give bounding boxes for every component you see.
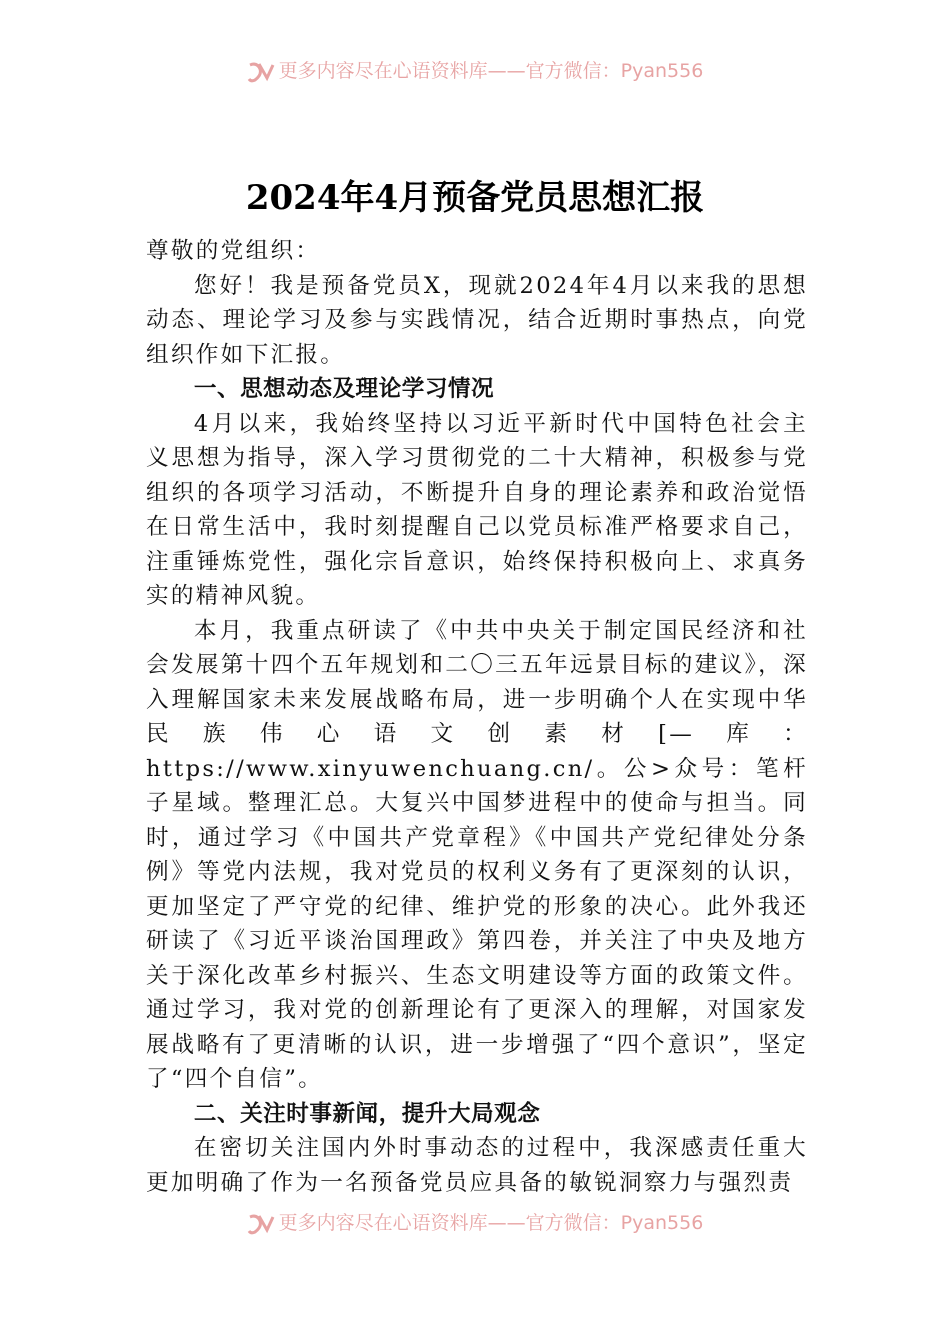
watermark-logo-icon	[247, 1213, 275, 1235]
salutation: 尊敬的党组织：	[146, 238, 321, 264]
paragraph-thoughts: 4月以来，我始终坚持以习近平新时代中国特色社会主义思想为指导，深入学习贯彻党的二十大精神，积极参与党组织的各项学习活动，不断提升自身的理论素养和政治觉悟在日常生活中，我时刻提醒自己以党员标准严格要求自己，注重锤炼党性，强化宗旨意识，始终保持积极向上、求真务实的精神风貌。	[146, 410, 808, 609]
paragraph-intro: 您好！我是预备党员X，现就2024年4月以来我的思想动态、理论学习及参与实践情况，结合近期时事热点，向党组织作如下汇报。	[146, 272, 808, 368]
section-heading-1: 一、思想动态及理论学习情况	[193, 376, 495, 402]
document-body	[146, 234, 808, 1200]
paragraph-study: 本月，我重点研读了《中共中央关于制定国民经济和社会发展第十四个五年规划和二〇三五年远景目标的建议》，深入理解国家未来发展战略布局，进一步明确个人在实现中华民族伟心语文创素材[—库：https://www.xinyuwenchuang.cn/。公>众号：笔杆子星域。整理汇总。大复兴中国梦进程中的使命与担当。同时，通过学习《中国共产党章程》《中国共产党纪律处分条例》等党内法规，我对党员的权利义务有了更深刻的认识，更加坚定了严守党的纪律、维护党的形象的决心。此外我还研读了《习近平谈治国理政》第四卷，并关注了中央及地方关于深化改革乡村振兴、生态文明建设等方面的政策文件。通过学习，我对党的创新理论有了更深入的理解，对国家发展战略有了更清晰的认识，进一步增强了“四个意识”，坚定了“四个自信”。	[146, 617, 808, 1092]
section-heading-2: 二、关注时事新闻，提升大局观念	[193, 1100, 541, 1127]
watermark-banner-bottom	[0, 1208, 950, 1238]
watermark-text: 更多内容尽在心语资料库——官方微信：Pyan556	[278, 1212, 704, 1234]
watermark-logo-icon	[247, 61, 275, 83]
paragraph-current-affairs: 在密切关注国内外时事动态的过程中，我深感责任重大更加明确了作为一名预备党员应具备的敏锐洞察力与强烈责	[146, 1135, 808, 1196]
watermark-banner-top	[0, 56, 950, 86]
document-title: 2024年4月预备党员思想汇报	[245, 178, 705, 218]
watermark-text: 更多内容尽在心语资料库——官方微信：Pyan556	[278, 60, 704, 82]
